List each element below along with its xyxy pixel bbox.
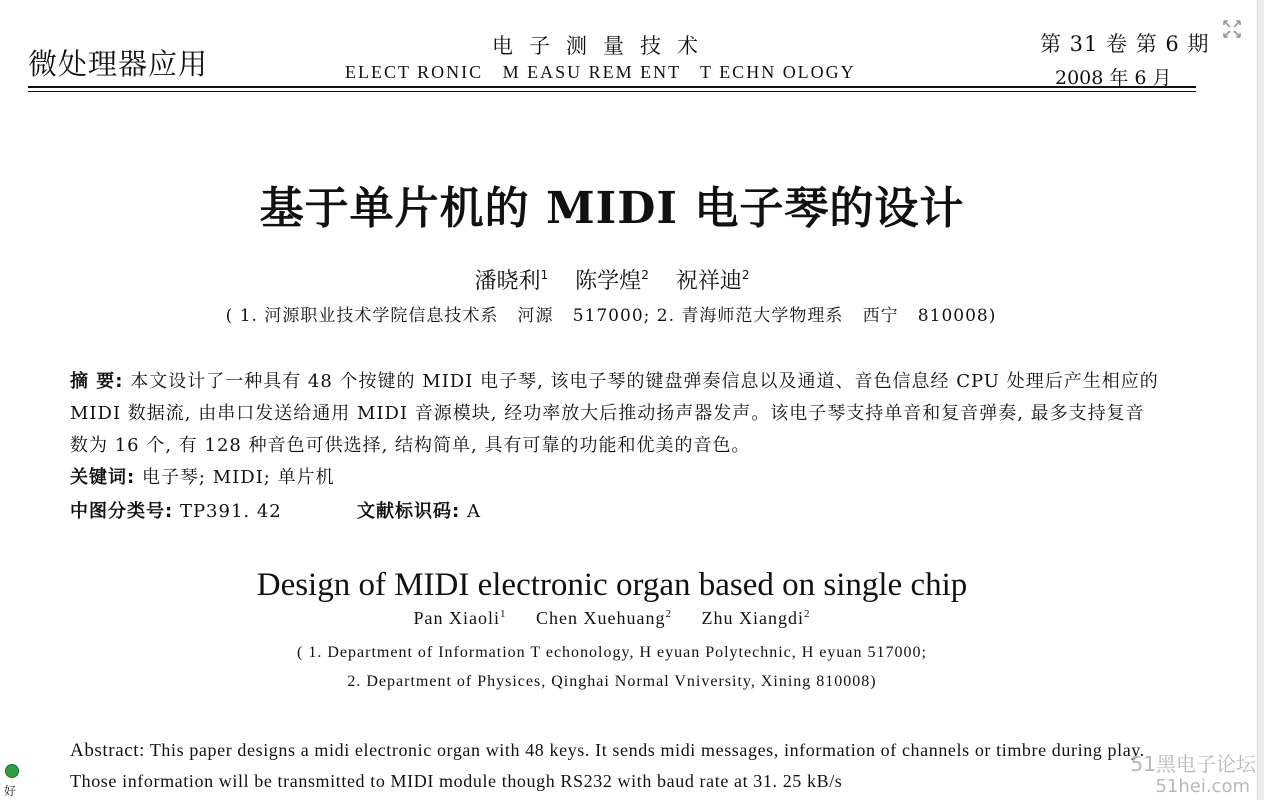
- tray-label: 好: [4, 784, 17, 798]
- author-cn-3: 祝祥迪$^2$: [675, 268, 750, 294]
- author-en-2: Chen Xuehuang$^2$: [536, 608, 672, 628]
- document-code: [357, 497, 481, 523]
- affiliation-en-1: ( 1. Department of Information T echonology, H eyuan Polytechnic, H eyuan 517000;: [297, 644, 927, 661]
- abstract-en-text: This paper designs a midi electronic organ with 48 keys. It sends midi messages, information of channels or timbre during play. Those information will be transmitted to MIDI module though RS232 with baud rate at 31. 25 kB/s: [70, 740, 1145, 791]
- author-cn-1: 潘晓利$^1$: [474, 268, 549, 294]
- watermark-line1: 51黑电子论坛: [1130, 752, 1256, 776]
- header-rule-thick: [28, 86, 1196, 88]
- paper-title-en: Design of MIDI electronic organ based on single chip: [256, 567, 968, 603]
- keywords: [70, 463, 335, 489]
- tray-status-widget[interactable]: [0, 758, 22, 800]
- vertical-scrollbar[interactable]: [1257, 0, 1264, 800]
- author-en-3: Zhu Xiangdi$^2$: [701, 608, 811, 628]
- doc-code-value: A: [466, 501, 481, 522]
- journal-name-left: 微处理器应用: [28, 47, 209, 81]
- affiliation-en-2: 2. Department of Physices, Qinghai Normal Vniversity, Xining 810008): [347, 673, 877, 690]
- doc-code-label: 文献标识码:: [357, 501, 461, 522]
- paper-title-cn: 基于单片机的 MIDI 电子琴的设计: [259, 183, 965, 234]
- keywords-label: 关键词:: [70, 467, 136, 488]
- fullscreen-toggle-icon[interactable]: [1221, 18, 1243, 40]
- classification-number: [70, 497, 282, 523]
- abstract-cn-label: 摘 要:: [70, 371, 124, 392]
- status-dot-icon: [5, 764, 19, 778]
- volume-issue: 第 31 卷 第 6 期: [1040, 32, 1210, 56]
- authors-cn: [0, 264, 1224, 295]
- affiliation-cn: ( 1. 河源职业技术学院信息技术系 河源 517000; 2. 青海师范大学物理系 西宁 810008): [225, 306, 997, 326]
- author-cn-2: 陈学煌$^2$: [575, 268, 649, 294]
- watermark-line2: 51hei.com: [1155, 776, 1250, 797]
- abstract-cn-text: 本文设计了一种具有 48 个按键的 MIDI 电子琴, 该电子琴的键盘弹奏信息以及通道、音色信息经 CPU 处理后产生相应的 MIDI 数据流, 由串口发送给通用 MIDI 音源模块, 经功率放大后推动扬声器发声。该电子琴支持单音和复音弹奏, 最多支持复音数为 16 个, 有 128 种音色可供选择, 结构简单, 具有可靠的功能和优美的音色。: [70, 371, 1159, 456]
- classification-value: TP391. 42: [179, 501, 282, 522]
- journal-name-cn: 电子测量技术: [492, 34, 714, 58]
- abstract-cn: [70, 366, 1160, 462]
- authors-en: [0, 608, 1224, 629]
- header-rule-thin: [28, 91, 1196, 92]
- publication-date: 2008 年 6 月: [1055, 67, 1172, 89]
- keywords-text: 电子琴; MIDI; 单片机: [141, 467, 335, 488]
- journal-name-en: ELECT RONIC M EASU REM ENT T ECHN OLOGY: [345, 62, 856, 82]
- classification-label: 中图分类号:: [70, 501, 174, 522]
- abstract-en-label: Abstract:: [70, 740, 146, 761]
- abstract-en: [70, 735, 1160, 796]
- author-en-1: Pan Xiaoli$^1$: [413, 608, 507, 628]
